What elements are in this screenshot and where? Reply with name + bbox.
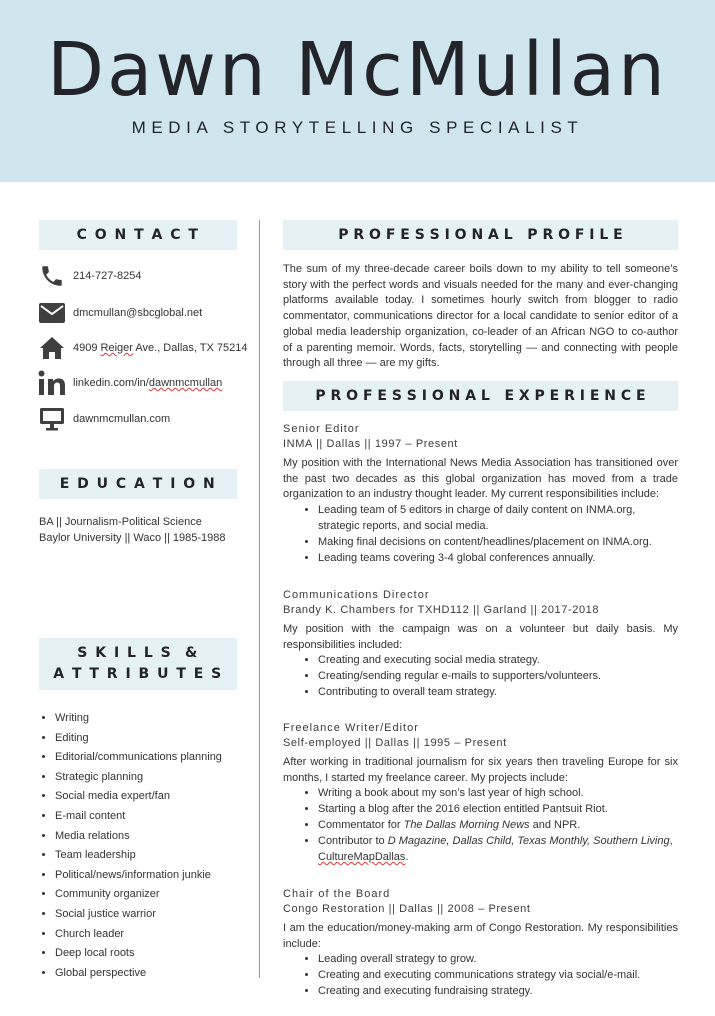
job-bullet: • Writing a book about my son’s last year of high school. (318, 786, 678, 802)
job-bullet: • Creating/sending regular e-mails to supporters/volunteers. (318, 669, 678, 685)
job-description: My position with the campaign was on a volunteer but daily basis. My responsibilities included: (283, 623, 678, 651)
contact-address (38, 335, 248, 361)
education-school: Baylor University || Waco || 1985-1988 (39, 532, 226, 544)
job-title: Chair of the Board (283, 888, 391, 900)
skill-item: • Global perspective (55, 965, 222, 985)
job-organization: Brandy K. Chambers for TXHD112 || Garland || 2017-2018 (283, 604, 600, 616)
skill-item: • Social media expert/fan (55, 788, 222, 808)
home-icon (38, 335, 66, 361)
job-bullets (283, 952, 678, 1000)
job-senior-editor (283, 423, 678, 566)
job-communications-director (283, 589, 678, 701)
linkedin-icon (38, 370, 66, 396)
contact-linkedin[interactable] (38, 370, 222, 396)
education-heading: E D U C A T I O N (39, 469, 237, 499)
address-text: 4909 Reiger Ave., Dallas, TX 75214 (73, 342, 248, 354)
skill-item: • Writing (55, 710, 222, 730)
skill-item: • Editorial/communications planning (55, 749, 222, 769)
job-bullet: • Creating and executing social media strategy. (318, 653, 678, 669)
job-bullet: • Contributing to overall team strategy. (318, 685, 678, 701)
job-bullet: • Leading teams covering 3-4 global conferences annually. (318, 551, 678, 567)
job-bullet: • Creating and executing fundraising strategy. (318, 984, 678, 1000)
contact-phone[interactable] (38, 263, 142, 289)
job-bullet: • Contributor to D Magazine, Dallas Child, Texas Monthly, Southern Living, CultureMapDallas. (318, 834, 678, 866)
phone-text: 214-727-8254 (73, 270, 142, 282)
skill-item: • Political/news/information junkie (55, 867, 222, 887)
skill-item: • Church leader (55, 926, 222, 946)
skill-item: • Deep local roots (55, 945, 222, 965)
experience-heading: P R O F E S S I O N A L E X P E R I E N C E (283, 381, 678, 411)
skill-item: • Media relations (55, 828, 222, 848)
skills-heading: S K I L L S & A T T R I B U T E S (39, 638, 237, 690)
linkedin-text: linkedin.com/in/dawnmcmullan (73, 377, 223, 389)
job-description: I am the education/money-making arm of Congo Restoration. My responsibilities include: (283, 922, 678, 950)
website-text: dawnmcmullan.com (73, 413, 171, 425)
email-text: dmcmullan@sbcglobal.net (73, 307, 203, 319)
monitor-icon (38, 406, 66, 432)
job-bullet: • Creating and executing communications strategy via social/e-mail. (318, 968, 678, 984)
job-bullets (283, 503, 678, 567)
job-description: After working in traditional journalism for six years then traveling Europe for six months, I started my freelance career. My projects include: (283, 756, 678, 784)
profile-heading: P R O F E S S I O N A L P R O F I L E (283, 220, 678, 250)
job-bullet: • Leading team of 5 editors in charge of daily content on INMA.org, strategic reports, and social media. (318, 503, 678, 535)
job-title: Freelance Writer/Editor (283, 722, 419, 734)
skill-item: • Strategic planning (55, 769, 222, 789)
skill-item: • Community organizer (55, 886, 222, 906)
job-organization: Self-employed || Dallas || 1995 – Present (283, 737, 507, 749)
job-organization: INMA || Dallas || 1997 – Present (283, 438, 458, 450)
contact-heading: C O N T A C T (39, 220, 237, 250)
skill-item: • Team leadership (55, 847, 222, 867)
job-bullets (283, 786, 678, 866)
job-bullets (283, 653, 678, 701)
column-divider (259, 220, 260, 978)
job-bullet: • Starting a blog after the 2016 election entitled Pantsuit Riot. (318, 802, 678, 818)
skill-item: • Editing (55, 730, 222, 750)
job-freelance-writer (283, 722, 678, 866)
job-bullet: • Leading overall strategy to grow. (318, 952, 678, 968)
skill-item: • E-mail content (55, 808, 222, 828)
job-title: Communications Director (283, 589, 430, 601)
skill-item: • Social justice warrior (55, 906, 222, 926)
phone-icon (38, 263, 66, 289)
job-chair-of-board (283, 888, 678, 1000)
candidate-subtitle: MEDIA STORYTELLING SPECIALIST (131, 118, 584, 137)
education-block (39, 514, 226, 546)
job-bullet: • Commentator for The Dallas Morning News and NPR. (318, 818, 678, 834)
job-title: Senior Editor (283, 423, 360, 435)
envelope-icon (38, 300, 66, 326)
contact-website[interactable] (38, 406, 170, 432)
education-degree: BA || Journalism-Political Science (39, 516, 202, 528)
contact-email[interactable] (38, 300, 202, 326)
skills-list (39, 710, 222, 984)
candidate-name: Dawn McMullan (47, 27, 668, 113)
job-description: My position with the International News Media Association has transitioned over the past two decades as this global organization has moved from a trade organization to an industry thought leader. My current responsibilities include: (283, 457, 678, 501)
profile-text: The sum of my three-decade career boils down to my ability to tell someone’s story with the perfect words and visuals needed for the many and ever-changing platforms available today. I sometimes hourly switch from blogger to radio commentator, communications director for a local candidate to senior editor of a global media leadership organization, co-leader of an African NGO to co-author of a parenting memoir. Words, facts, storytelling — and connecting with people through all three — are my gifts. (283, 263, 678, 370)
header-banner (0, 0, 715, 182)
job-bullet: • Making final decisions on content/headlines/placement on INMA.org. (318, 535, 678, 551)
job-organization: Congo Restoration || Dallas || 2008 – Present (283, 903, 531, 915)
